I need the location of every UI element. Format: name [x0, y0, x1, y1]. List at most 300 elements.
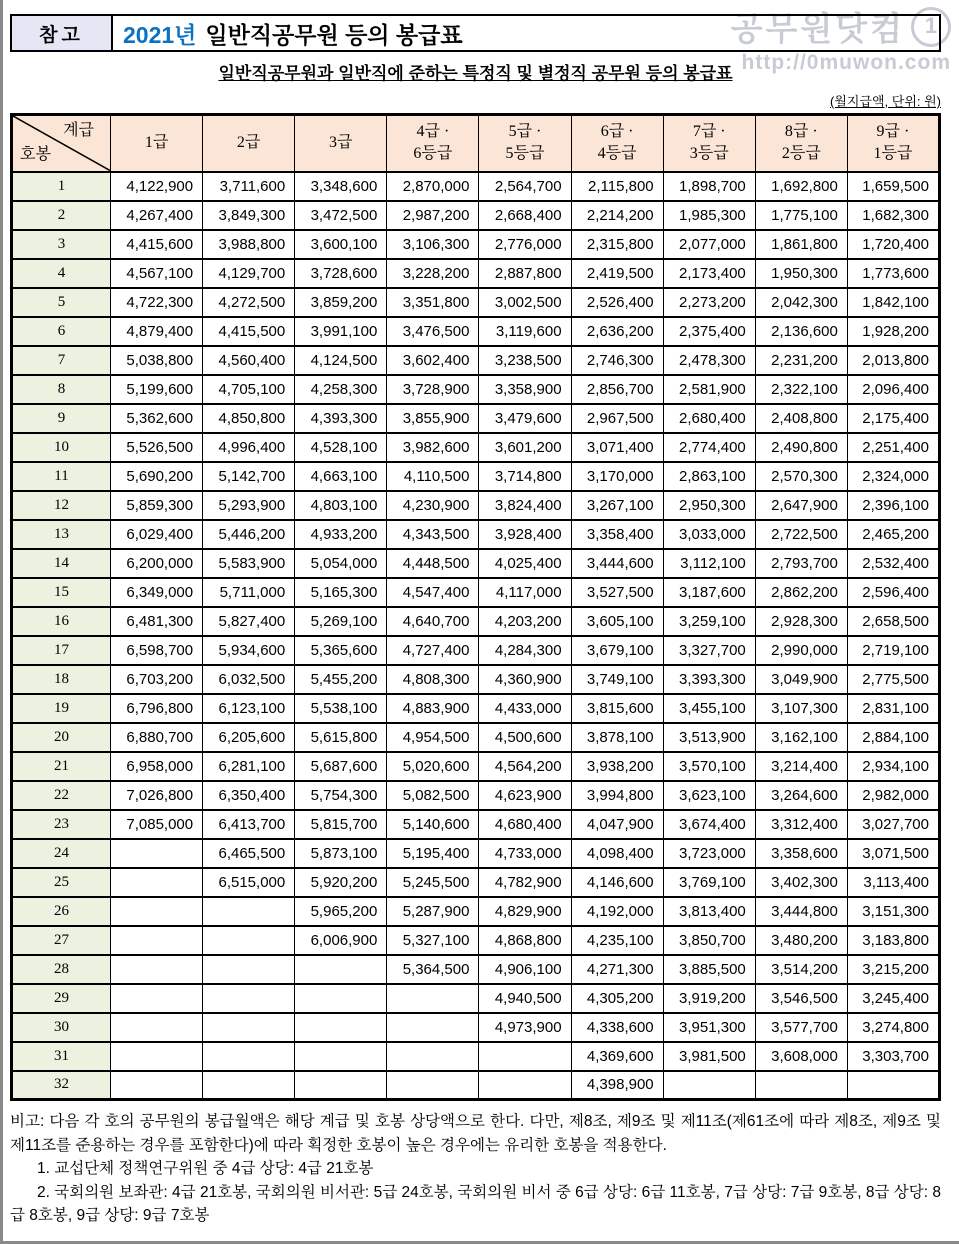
salary-cell: 4,117,000	[479, 578, 571, 607]
salary-cell: 2,990,000	[755, 636, 847, 665]
salary-cell: 2,856,700	[571, 375, 663, 404]
salary-cell: 3,393,300	[663, 665, 755, 694]
salary-cell: 5,754,300	[295, 781, 387, 810]
salary-cell: 4,663,100	[295, 462, 387, 491]
salary-cell	[847, 1071, 939, 1100]
salary-cell: 3,472,500	[295, 201, 387, 230]
row-label: 11	[12, 462, 111, 491]
salary-cell: 2,680,400	[663, 404, 755, 433]
salary-cell: 4,829,900	[479, 897, 571, 926]
title-bar	[10, 14, 941, 52]
salary-cell: 2,658,500	[847, 607, 939, 636]
footnote-main: 비고: 다음 각 호의 공무원의 봉급월액은 해당 계급 및 호봉 상당액으로 한다. 다만, 제8조, 제9조 및 제11조(제61조에 따라 제8조, 제9조 및 제11조를 준용하는 경우를 포함한다)에 따라 획정한 호봉이 높은 경우에는 유리한 호봉을 적용한다.	[10, 1113, 941, 1154]
salary-cell: 3,259,100	[663, 607, 755, 636]
footnote-item-2: 2. 국회의원 보좌관: 4급 21호봉, 국회의원 비서관: 5급 24호봉, 국회의원 비서 중 6급 상당: 6급 11호봉, 7급 상당: 7급 9호봉, 8급 상당: 8급 8호봉, 9급 상당: 9급 7호봉	[10, 1183, 941, 1225]
salary-cell: 5,934,600	[203, 636, 295, 665]
salary-cell: 3,824,400	[479, 491, 571, 520]
salary-cell: 3,728,600	[295, 259, 387, 288]
salary-cell: 4,879,400	[111, 317, 203, 346]
salary-cell: 5,455,200	[295, 665, 387, 694]
salary-cell: 1,928,200	[847, 317, 939, 346]
row-label: 28	[12, 955, 111, 984]
salary-cell: 4,360,900	[479, 665, 571, 694]
page-title	[113, 16, 939, 50]
table-row	[12, 926, 940, 955]
salary-cell: 3,215,200	[847, 955, 939, 984]
salary-cell: 3,444,600	[571, 549, 663, 578]
salary-cell: 2,175,400	[847, 404, 939, 433]
salary-cell: 4,110,500	[387, 462, 479, 491]
footnotes	[10, 1110, 941, 1228]
salary-cell	[111, 868, 203, 897]
salary-cell: 4,547,400	[387, 578, 479, 607]
salary-cell: 2,987,200	[387, 201, 479, 230]
salary-cell	[111, 955, 203, 984]
salary-cell: 5,020,600	[387, 752, 479, 781]
row-label: 10	[12, 433, 111, 462]
salary-cell: 5,446,200	[203, 520, 295, 549]
salary-cell: 2,231,200	[755, 346, 847, 375]
salary-cell: 5,362,600	[111, 404, 203, 433]
salary-cell: 4,203,200	[479, 607, 571, 636]
salary-cell: 3,238,500	[479, 346, 571, 375]
column-header: 8급 · 2등급	[755, 115, 847, 172]
salary-cell: 5,687,600	[295, 752, 387, 781]
salary-cell: 2,775,500	[847, 665, 939, 694]
salary-cell: 2,596,400	[847, 578, 939, 607]
salary-cell: 2,934,100	[847, 752, 939, 781]
salary-cell: 6,598,700	[111, 636, 203, 665]
salary-cell: 4,415,500	[203, 317, 295, 346]
table-row	[12, 781, 940, 810]
salary-cell	[203, 955, 295, 984]
salary-cell	[295, 984, 387, 1013]
salary-cell: 1,950,300	[755, 259, 847, 288]
table-row	[12, 375, 940, 404]
salary-cell: 3,358,400	[571, 520, 663, 549]
column-header: 4급 · 6등급	[387, 115, 479, 172]
salary-cell: 4,267,400	[111, 201, 203, 230]
watermark-logo-icon: 1	[911, 7, 951, 47]
salary-cell: 6,958,000	[111, 752, 203, 781]
table-row	[12, 810, 940, 839]
salary-cell	[111, 1071, 203, 1100]
salary-cell: 2,526,400	[571, 288, 663, 317]
salary-cell: 3,982,600	[387, 433, 479, 462]
row-label: 15	[12, 578, 111, 607]
table-row	[12, 288, 940, 317]
unit-note: (월지급액, 단위: 원)	[829, 94, 941, 109]
salary-cell: 3,679,100	[571, 636, 663, 665]
salary-cell	[295, 1013, 387, 1042]
salary-cell: 5,327,100	[387, 926, 479, 955]
salary-cell	[479, 1042, 571, 1071]
salary-cell: 3,991,100	[295, 317, 387, 346]
salary-cell: 4,122,900	[111, 172, 203, 201]
salary-cell: 3,274,800	[847, 1013, 939, 1042]
row-label: 8	[12, 375, 111, 404]
salary-table	[10, 113, 941, 1101]
salary-cell: 3,513,900	[663, 723, 755, 752]
salary-cell: 3,119,600	[479, 317, 571, 346]
salary-cell: 3,527,500	[571, 578, 663, 607]
salary-cell: 3,988,800	[203, 230, 295, 259]
salary-cell: 3,577,700	[755, 1013, 847, 1042]
salary-cell: 3,813,400	[663, 897, 755, 926]
row-label: 23	[12, 810, 111, 839]
table-row	[12, 520, 940, 549]
salary-cell: 4,343,500	[387, 520, 479, 549]
salary-cell: 2,967,500	[571, 404, 663, 433]
salary-cell: 3,455,100	[663, 694, 755, 723]
salary-cell: 4,338,600	[571, 1013, 663, 1042]
salary-cell: 2,465,200	[847, 520, 939, 549]
salary-cell: 4,284,300	[479, 636, 571, 665]
salary-cell: 1,842,100	[847, 288, 939, 317]
salary-cell: 2,793,700	[755, 549, 847, 578]
salary-cell: 4,146,600	[571, 868, 663, 897]
salary-cell: 2,776,000	[479, 230, 571, 259]
salary-cell: 2,096,400	[847, 375, 939, 404]
salary-cell: 1,985,300	[663, 201, 755, 230]
salary-cell: 3,711,600	[203, 172, 295, 201]
table-row	[12, 984, 940, 1013]
salary-cell: 2,950,300	[663, 491, 755, 520]
salary-cell: 3,107,300	[755, 694, 847, 723]
salary-cell: 2,532,400	[847, 549, 939, 578]
salary-cell: 3,714,800	[479, 462, 571, 491]
salary-cell: 2,478,300	[663, 346, 755, 375]
row-label: 26	[12, 897, 111, 926]
salary-cell: 2,719,100	[847, 636, 939, 665]
salary-cell	[111, 1013, 203, 1042]
salary-cell	[203, 926, 295, 955]
salary-cell: 4,705,100	[203, 375, 295, 404]
salary-cell: 3,071,500	[847, 839, 939, 868]
salary-cell: 2,214,200	[571, 201, 663, 230]
corner-label-grade: 계급	[63, 122, 94, 139]
salary-cell: 4,025,400	[479, 549, 571, 578]
column-header: 3급	[295, 115, 387, 172]
salary-cell: 4,271,300	[571, 955, 663, 984]
salary-cell: 3,267,100	[571, 491, 663, 520]
salary-cell	[203, 984, 295, 1013]
salary-cell: 5,615,800	[295, 723, 387, 752]
salary-cell: 4,047,900	[571, 810, 663, 839]
salary-cell: 4,680,400	[479, 810, 571, 839]
salary-cell: 4,393,300	[295, 404, 387, 433]
table-row	[12, 1071, 940, 1100]
salary-cell: 2,982,000	[847, 781, 939, 810]
table-row	[12, 897, 940, 926]
salary-cell: 3,850,700	[663, 926, 755, 955]
table-row	[12, 723, 940, 752]
corner-cell	[12, 115, 111, 172]
salary-cell: 2,647,900	[755, 491, 847, 520]
table-row	[12, 694, 940, 723]
table-header-row	[12, 115, 940, 172]
salary-cell: 4,369,600	[571, 1042, 663, 1071]
row-label: 13	[12, 520, 111, 549]
salary-cell: 7,085,000	[111, 810, 203, 839]
salary-cell: 3,728,900	[387, 375, 479, 404]
salary-cell: 3,938,200	[571, 752, 663, 781]
table-row	[12, 752, 940, 781]
salary-cell: 2,251,400	[847, 433, 939, 462]
column-header: 5급 · 5등급	[479, 115, 571, 172]
salary-cell: 3,348,600	[295, 172, 387, 201]
salary-cell: 3,919,200	[663, 984, 755, 1013]
column-header: 7급 · 3등급	[663, 115, 755, 172]
salary-cell: 3,546,500	[755, 984, 847, 1013]
salary-cell: 3,112,100	[663, 549, 755, 578]
salary-cell: 3,312,400	[755, 810, 847, 839]
salary-cell: 4,230,900	[387, 491, 479, 520]
salary-cell: 4,258,300	[295, 375, 387, 404]
salary-cell: 3,187,600	[663, 578, 755, 607]
salary-cell: 4,803,100	[295, 491, 387, 520]
title-text: 일반직공무원 등의 봉급표	[205, 21, 463, 48]
table-row	[12, 607, 940, 636]
salary-cell: 3,514,200	[755, 955, 847, 984]
salary-cell: 3,049,900	[755, 665, 847, 694]
salary-cell: 2,419,500	[571, 259, 663, 288]
salary-cell: 1,773,600	[847, 259, 939, 288]
salary-cell: 4,433,000	[479, 694, 571, 723]
row-label: 1	[12, 172, 111, 201]
salary-cell: 5,583,900	[203, 549, 295, 578]
salary-cell	[111, 926, 203, 955]
row-label: 32	[12, 1071, 111, 1100]
salary-cell: 4,883,900	[387, 694, 479, 723]
salary-cell: 3,228,200	[387, 259, 479, 288]
footnote-item-1: 1. 교섭단체 정책연구위원 중 4급 상당: 4급 21호봉	[37, 1160, 374, 1178]
salary-cell: 4,398,900	[571, 1071, 663, 1100]
salary-cell	[387, 1071, 479, 1100]
salary-cell	[111, 897, 203, 926]
salary-cell: 4,954,500	[387, 723, 479, 752]
salary-cell: 1,682,300	[847, 201, 939, 230]
row-label: 9	[12, 404, 111, 433]
salary-cell: 2,570,300	[755, 462, 847, 491]
salary-cell: 5,920,200	[295, 868, 387, 897]
salary-cell: 3,151,300	[847, 897, 939, 926]
salary-cell: 4,305,200	[571, 984, 663, 1013]
salary-cell	[479, 1071, 571, 1100]
salary-cell: 2,173,400	[663, 259, 755, 288]
salary-cell: 4,933,200	[295, 520, 387, 549]
salary-cell: 6,205,600	[203, 723, 295, 752]
salary-cell: 2,831,100	[847, 694, 939, 723]
reference-badge: 참고	[12, 16, 113, 50]
table-row	[12, 1042, 940, 1071]
table-row	[12, 317, 940, 346]
salary-cell: 3,113,400	[847, 868, 939, 897]
salary-cell: 4,564,200	[479, 752, 571, 781]
table-row	[12, 346, 940, 375]
salary-cell: 5,815,700	[295, 810, 387, 839]
row-label: 24	[12, 839, 111, 868]
salary-cell: 4,850,800	[203, 404, 295, 433]
table-row	[12, 839, 940, 868]
salary-cell: 6,703,200	[111, 665, 203, 694]
salary-cell: 5,690,200	[111, 462, 203, 491]
salary-cell: 3,749,100	[571, 665, 663, 694]
salary-cell	[203, 1013, 295, 1042]
salary-cell: 3,106,300	[387, 230, 479, 259]
salary-cell: 3,162,100	[755, 723, 847, 752]
salary-cell: 2,042,300	[755, 288, 847, 317]
salary-cell: 1,720,400	[847, 230, 939, 259]
salary-cell	[203, 1071, 295, 1100]
table-row	[12, 955, 940, 984]
salary-cell: 4,722,300	[111, 288, 203, 317]
salary-cell: 2,774,400	[663, 433, 755, 462]
salary-cell: 3,674,400	[663, 810, 755, 839]
salary-cell: 5,538,100	[295, 694, 387, 723]
row-label: 20	[12, 723, 111, 752]
column-header: 9급 · 1등급	[847, 115, 939, 172]
salary-cell: 5,245,500	[387, 868, 479, 897]
corner-label-step: 호봉	[20, 146, 51, 164]
row-label: 16	[12, 607, 111, 636]
salary-cell: 5,054,000	[295, 549, 387, 578]
salary-cell: 3,358,600	[755, 839, 847, 868]
salary-cell: 6,796,800	[111, 694, 203, 723]
salary-cell: 2,887,800	[479, 259, 571, 288]
salary-cell: 2,273,200	[663, 288, 755, 317]
row-label: 12	[12, 491, 111, 520]
salary-cell	[111, 1042, 203, 1071]
salary-cell: 5,287,900	[387, 897, 479, 926]
salary-cell: 6,465,500	[203, 839, 295, 868]
salary-cell: 5,199,600	[111, 375, 203, 404]
salary-cell: 3,480,200	[755, 926, 847, 955]
column-header: 1급	[111, 115, 203, 172]
salary-cell	[387, 1042, 479, 1071]
salary-cell: 3,951,300	[663, 1013, 755, 1042]
salary-cell: 3,855,900	[387, 404, 479, 433]
salary-cell: 4,906,100	[479, 955, 571, 984]
table-row	[12, 491, 940, 520]
salary-cell: 5,165,300	[295, 578, 387, 607]
salary-cell	[755, 1071, 847, 1100]
salary-cell: 1,898,700	[663, 172, 755, 201]
salary-cell: 3,476,500	[387, 317, 479, 346]
salary-cell: 4,623,900	[479, 781, 571, 810]
table-row	[12, 1013, 940, 1042]
salary-cell: 1,659,500	[847, 172, 939, 201]
salary-cell: 5,038,800	[111, 346, 203, 375]
salary-cell: 2,862,200	[755, 578, 847, 607]
salary-cell: 3,815,600	[571, 694, 663, 723]
table-row	[12, 230, 940, 259]
salary-cell: 6,006,900	[295, 926, 387, 955]
row-label: 27	[12, 926, 111, 955]
salary-cell	[203, 897, 295, 926]
salary-cell: 3,351,800	[387, 288, 479, 317]
row-label: 18	[12, 665, 111, 694]
salary-cell: 3,928,400	[479, 520, 571, 549]
salary-cell: 4,235,100	[571, 926, 663, 955]
table-row	[12, 462, 940, 491]
salary-cell: 3,183,800	[847, 926, 939, 955]
salary-cell: 3,027,700	[847, 810, 939, 839]
salary-cell: 3,849,300	[203, 201, 295, 230]
salary-cell: 2,863,100	[663, 462, 755, 491]
salary-cell: 3,608,000	[755, 1042, 847, 1071]
table-row	[12, 578, 940, 607]
salary-cell: 3,723,000	[663, 839, 755, 868]
salary-cell: 1,692,800	[755, 172, 847, 201]
row-label: 7	[12, 346, 111, 375]
salary-cell: 3,479,600	[479, 404, 571, 433]
salary-cell: 4,808,300	[387, 665, 479, 694]
salary-cell	[111, 984, 203, 1013]
salary-cell: 3,402,300	[755, 868, 847, 897]
salary-cell: 6,880,700	[111, 723, 203, 752]
salary-cell: 2,115,800	[571, 172, 663, 201]
salary-cell: 3,878,100	[571, 723, 663, 752]
salary-cell: 6,413,700	[203, 810, 295, 839]
salary-cell	[295, 1071, 387, 1100]
salary-cell: 5,293,900	[203, 491, 295, 520]
watermark-url: http://0muwon.com	[741, 51, 951, 74]
salary-cell: 5,195,400	[387, 839, 479, 868]
table-row	[12, 665, 940, 694]
salary-cell: 4,640,700	[387, 607, 479, 636]
salary-cell: 5,365,600	[295, 636, 387, 665]
salary-cell: 4,567,100	[111, 259, 203, 288]
salary-cell: 4,940,500	[479, 984, 571, 1013]
salary-cell: 3,994,800	[571, 781, 663, 810]
salary-cell: 4,192,000	[571, 897, 663, 926]
salary-cell: 6,281,100	[203, 752, 295, 781]
salary-cell: 3,570,100	[663, 752, 755, 781]
salary-cell: 3,214,400	[755, 752, 847, 781]
salary-cell: 2,490,800	[755, 433, 847, 462]
row-label: 31	[12, 1042, 111, 1071]
row-label: 17	[12, 636, 111, 665]
salary-cell: 3,981,500	[663, 1042, 755, 1071]
salary-cell: 2,564,700	[479, 172, 571, 201]
table-row	[12, 433, 940, 462]
salary-cell: 4,124,500	[295, 346, 387, 375]
table-row	[12, 259, 940, 288]
row-label: 21	[12, 752, 111, 781]
table-row	[12, 549, 940, 578]
salary-cell: 2,375,400	[663, 317, 755, 346]
salary-cell: 4,129,700	[203, 259, 295, 288]
salary-cell: 2,581,900	[663, 375, 755, 404]
table-row	[12, 868, 940, 897]
title-year: 2021년	[123, 21, 197, 48]
salary-cell: 2,315,800	[571, 230, 663, 259]
row-label: 30	[12, 1013, 111, 1042]
salary-cell: 5,142,700	[203, 462, 295, 491]
page-subtitle: 일반직공무원과 일반직에 준하는 특정직 및 별정직 공무원 등의 봉급표	[218, 64, 733, 83]
salary-cell: 3,358,900	[479, 375, 571, 404]
row-label: 22	[12, 781, 111, 810]
salary-cell	[111, 839, 203, 868]
salary-cell: 7,026,800	[111, 781, 203, 810]
salary-cell: 3,605,100	[571, 607, 663, 636]
salary-cell: 5,269,100	[295, 607, 387, 636]
column-header: 2급	[203, 115, 295, 172]
salary-cell: 6,032,500	[203, 665, 295, 694]
salary-cell: 3,859,200	[295, 288, 387, 317]
salary-cell: 3,264,600	[755, 781, 847, 810]
